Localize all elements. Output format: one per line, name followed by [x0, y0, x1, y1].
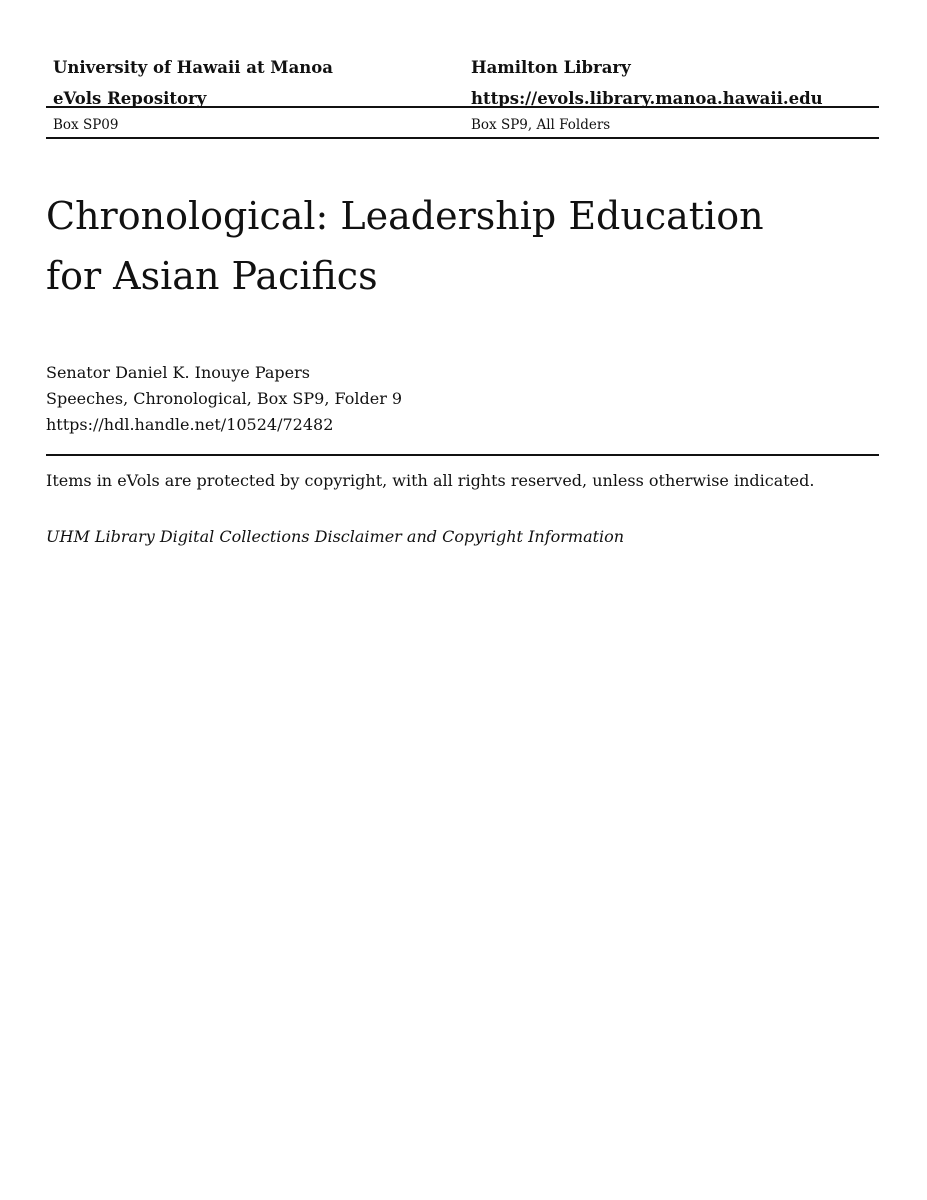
header-left-column: [53, 52, 333, 114]
header-divider-bottom: [46, 137, 879, 139]
header-divider-top: [46, 106, 879, 108]
folders-label: Box SP9, All Folders: [471, 117, 611, 133]
library-name: Hamilton Library: [471, 58, 631, 77]
repository-name: eVols Repository: [53, 89, 207, 108]
box-label: Box SP09: [53, 117, 119, 133]
title-line-1: Chronological: Leadership Education: [46, 194, 764, 238]
institution-name: University of Hawaii at Manoa: [53, 58, 333, 77]
folder-location: Speeches, Chronological, Box SP9, Folder 9: [46, 389, 403, 408]
disclaimer-link[interactable]: UHM Library Digital Collections Disclaimer and Copyright Information: [46, 527, 625, 546]
handle-link[interactable]: https://hdl.handle.net/10524/72482: [46, 415, 334, 434]
title-line-2: for Asian Pacifics: [46, 254, 378, 298]
header-right-column: [471, 52, 823, 114]
document-metadata: [46, 360, 402, 438]
copyright-notice: Items in eVols are protected by copyright, with all rights reserved, unless otherwise indicated.: [46, 471, 815, 490]
collection-name: Senator Daniel K. Inouye Papers: [46, 363, 310, 382]
repository-url-link[interactable]: https://evols.library.manoa.hawaii.edu: [471, 89, 823, 108]
notice-divider: [46, 454, 879, 456]
document-title: [46, 186, 879, 306]
